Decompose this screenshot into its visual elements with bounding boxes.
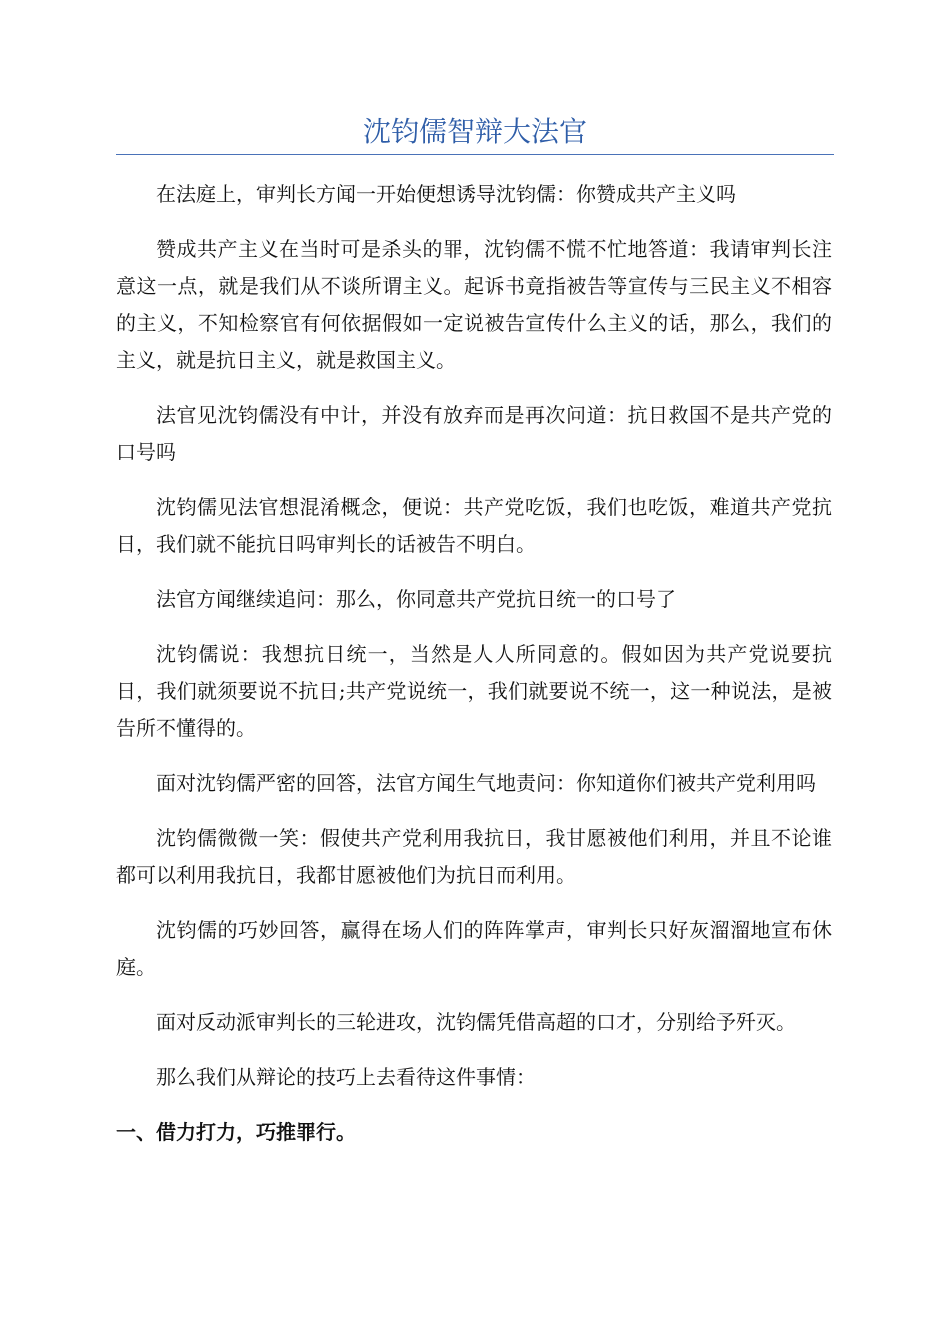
- paragraph-3: 法官见沈钧儒没有中计，并没有放弃而是再次问道：抗日救国不是共产党的口号吗: [116, 403, 832, 464]
- section-heading: 一、借力打力，巧推罪行。: [116, 1120, 356, 1144]
- paragraph-10: 面对反动派审判长的三轮进攻，沈钧儒凭借高超的口才，分别给予歼灭。: [156, 1010, 796, 1034]
- paragraph-6: 沈钧儒说：我想抗日统一，当然是人人所同意的。假如因为共产党说要抗日，我们就须要说不抗日;共产党说统一，我们就要说不统一，这一种说法，是被告所不懂得的。: [116, 642, 832, 740]
- paragraph-8: 沈钧儒微微一笑：假使共产党利用我抗日，我甘愿被他们利用，并且不论谁都可以利用我抗日，我都甘愿被他们为抗日而利用。: [116, 826, 832, 887]
- paragraph-1: 在法庭上，审判长方闻一开始便想诱导沈钧儒：你赞成共产主义吗: [156, 182, 736, 206]
- paragraph-7: 面对沈钧儒严密的回答，法官方闻生气地责问：你知道你们被共产党利用吗: [156, 771, 816, 795]
- paragraph-2: 赞成共产主义在当时可是杀头的罪，沈钧儒不慌不忙地答道：我请审判长注意这一点，就是我们从不谈所谓主义。起诉书竟指被告等宣传与三民主义不相容的主义，不知检察官有何依据假如一定说被告宣传什么主义的话，那么，我们的主义，就是抗日主义，就是救国主义。: [116, 237, 832, 372]
- paragraph-5: 法官方闻继续追问：那么，你同意共产党抗日统一的口号了: [156, 587, 676, 611]
- paragraph-9: 沈钧儒的巧妙回答，赢得在场人们的阵阵掌声，审判长只好灰溜溜地宣布休庭。: [116, 918, 832, 979]
- document-title: 沈钧儒智辩大法官: [362, 115, 587, 148]
- paragraph-11: 那么我们从辩论的技巧上去看待这件事情：: [156, 1065, 536, 1089]
- document-body: [116, 176, 832, 1151]
- title-underline: [116, 154, 834, 155]
- paragraph-4: 沈钧儒见法官想混淆概念，便说：共产党吃饭，我们也吃饭，难道共产党抗日，我们就不能抗日吗审判长的话被告不明白。: [116, 495, 832, 556]
